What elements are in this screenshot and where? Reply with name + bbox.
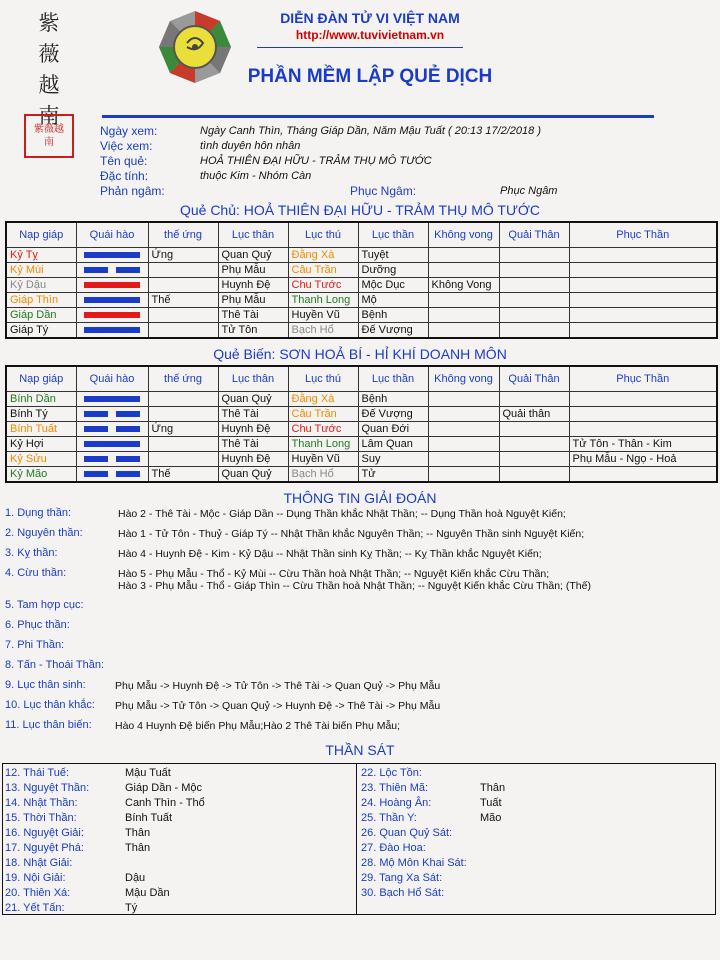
yang-line-icon [84, 312, 140, 318]
than-sat-label: 14. Nhật Thần: [5, 797, 78, 809]
than-sat-label: 25. Thần Y: [361, 812, 417, 824]
changed-hexagram-title: Quẻ Biến: SƠN HOẢ BÍ - HỈ KHÍ DOANH MÔN [213, 346, 507, 362]
than-sat-value: Tý [125, 902, 138, 914]
than-sat-value: Thân [125, 842, 151, 854]
hexagram-line-cell [76, 467, 148, 483]
col-header: Quái hào [76, 222, 148, 248]
phuc-than-cell [569, 422, 717, 437]
khong-vong-cell [428, 293, 499, 308]
yin-line-icon [84, 411, 140, 417]
luc-than2-cell: Dưỡng [358, 263, 428, 278]
hexagram-name-value: HOẢ THIÊN ĐẠI HỮU - TRẢM THỤ MÔ TƯỚC [200, 155, 432, 167]
luc-thu-cell: Đằng Xà [288, 392, 358, 407]
luc-thu-cell: Bạch Hổ [288, 467, 358, 483]
yang-line-icon [84, 327, 140, 333]
luc-than2-cell: Suy [358, 452, 428, 467]
primary-hexagram-table [5, 221, 718, 339]
phuc-than-cell [569, 248, 717, 263]
table-header-row [6, 366, 717, 392]
luc-than-cell: Phụ Mẫu [218, 263, 288, 278]
col-header: Quải Thân [499, 366, 569, 392]
col-header: Không vong [428, 222, 499, 248]
analysis-label: 2. Nguyên thần: [5, 527, 83, 539]
col-header: thế ứng [148, 222, 218, 248]
analysis-label: 4. Cừu thần: [5, 567, 67, 579]
property-label: Đặc tính: [100, 169, 149, 183]
than-sat-value: Giáp Dần - Mộc [125, 782, 203, 794]
than-sat-value: Dậu [125, 872, 146, 884]
luc-than-cell: Thê Tài [218, 407, 288, 422]
col-header: Lục thân [218, 366, 288, 392]
hexagram-line-cell [76, 248, 148, 263]
khong-vong-cell [428, 407, 499, 422]
analysis-value: Phụ Mẫu -> Tử Tôn -> Quan Quỷ -> Huynh Đệ -> Thê Tài -> Phụ Mẫu [115, 700, 441, 712]
luc-thu-cell: Chu Tước [288, 278, 358, 293]
changed-hexagram-table [5, 365, 718, 483]
the-ung-cell: Ứng [148, 422, 218, 437]
the-ung-cell [148, 437, 218, 452]
primary-hexagram-title: Quẻ Chủ: HOẢ THIÊN ĐẠI HỮU - TRẢM THỤ MÔ TƯỚC [179, 202, 541, 218]
table-row [6, 422, 717, 437]
forum-title: DIỄN ĐÀN TỬ VI VIỆT NAM [280, 10, 460, 26]
luc-than-cell: Quan Quỷ [218, 467, 288, 483]
yang-line-icon [84, 252, 140, 258]
phuc-than-cell [569, 263, 717, 278]
than-sat-label: 20. Thiên Xá: [5, 887, 71, 899]
than-sat-label: 19. Nội Giải: [5, 872, 66, 884]
hexagram-line-cell [76, 308, 148, 323]
quai-than-cell [499, 323, 569, 339]
yin-line-icon [84, 456, 140, 462]
the-ung-cell [148, 308, 218, 323]
col-header: Lục thần [358, 222, 428, 248]
luc-than2-cell: Mộc Dục [358, 278, 428, 293]
yin-line-icon [84, 471, 140, 477]
phuc-than-cell: Phụ Mẫu - Ngọ - Hoả [569, 452, 717, 467]
nap-giap-cell: Giáp Tý [6, 323, 76, 339]
luc-than-cell: Thê Tài [218, 308, 288, 323]
nap-giap-cell: Kỷ Sửu [6, 452, 76, 467]
quai-than-cell [499, 263, 569, 278]
analysis-value: Hào 2 - Thê Tài - Mộc - Giáp Dần -- Dụng Thần khắc Nhật Thần; -- Dụng Thần hoà Nguyệt Kiến; [118, 508, 566, 520]
the-ung-cell [148, 278, 218, 293]
col-header: Lục thân [218, 222, 288, 248]
quai-than-cell [499, 437, 569, 452]
phuc-than-cell [569, 392, 717, 407]
than-sat-label: 17. Nguyệt Phá: [5, 842, 84, 854]
the-ung-cell [148, 407, 218, 422]
luc-than-cell: Huynh Đệ [218, 452, 288, 467]
analysis-label: 1. Dụng thần: [5, 507, 72, 519]
col-header: Phục Thần [569, 222, 717, 248]
analysis-label: 10. Lục thân khắc: [5, 699, 95, 711]
table-row [6, 437, 717, 452]
phan-ngam-label: Phản ngâm: [100, 184, 165, 198]
than-sat-label: 15. Thời Thần: [5, 812, 77, 824]
the-ung-cell: Ứng [148, 248, 218, 263]
table-row [6, 452, 717, 467]
hexagram-line-cell [76, 422, 148, 437]
luc-than2-cell: Bệnh [358, 308, 428, 323]
quai-than-cell [499, 452, 569, 467]
analysis-value: Hào 3 - Phụ Mẫu - Thổ - Giáp Thìn -- Cừu Thần hoà Nhật Thần; -- Nguyệt Kiến khắc Cừu Thần; (Thế) [118, 580, 591, 592]
than-sat-value: Mão [480, 812, 502, 824]
col-header: thế ứng [148, 366, 218, 392]
luc-than2-cell: Tuyệt [358, 248, 428, 263]
than-sat-label: 22. Lộc Tồn: [361, 767, 422, 779]
bagua-logo-icon [157, 9, 233, 85]
app-title: PHẦN MỀM LẬP QUẺ DỊCH [247, 66, 493, 87]
date-value: Ngày Canh Thìn, Tháng Giáp Dần, Năm Mậu Tuất ( 20:13 17/2/2018 ) [200, 125, 541, 137]
analysis-value: Hào 4 - Huynh Đệ - Kim - Kỷ Dậu -- Nhật Thần sinh Kỵ Thần; -- Kỵ Thần khắc Nguyệt Kiến; [118, 548, 542, 560]
col-header: Nạp giáp [6, 222, 76, 248]
luc-thu-cell: Câu Trần [288, 407, 358, 422]
the-ung-cell [148, 323, 218, 339]
khong-vong-cell [428, 437, 499, 452]
col-header: Không vong [428, 366, 499, 392]
phuc-than-cell [569, 467, 717, 483]
analysis-value: Hào 4 Huynh Đệ biến Phụ Mẫu;Hào 2 Thê Tài biến Phụ Mẫu; [115, 720, 401, 732]
quai-than-cell [499, 278, 569, 293]
analysis-title: THÔNG TIN GIẢI ĐOÁN [283, 490, 437, 506]
luc-than-cell: Huynh Đệ [218, 278, 288, 293]
the-ung-cell: Thế [148, 467, 218, 483]
col-header: Quải Thân [499, 222, 569, 248]
hexagram-line-cell [76, 392, 148, 407]
table-row [6, 248, 717, 263]
table-row [6, 323, 717, 339]
than-sat-label: 28. Mộ Môn Khai Sát: [361, 857, 467, 869]
topic-label: Việc xem: [100, 139, 153, 153]
nap-giap-cell: Bính Tý [6, 407, 76, 422]
analysis-label: 11. Lục thân biến: [5, 719, 92, 731]
phuc-than-cell [569, 293, 717, 308]
than-sat-value: Thân [125, 827, 151, 839]
analysis-label: 7. Phi Thần: [5, 639, 65, 651]
property-value: thuộc Kim - Nhóm Càn [200, 170, 312, 182]
hexagram-line-cell [76, 452, 148, 467]
table-row [6, 392, 717, 407]
luc-thu-cell: Huyền Vũ [288, 308, 358, 323]
luc-than2-cell: Quan Đới [358, 422, 428, 437]
than-sat-label: 26. Quan Quỷ Sát: [361, 827, 453, 839]
the-ung-cell [148, 452, 218, 467]
luc-than-cell: Quan Quỷ [218, 392, 288, 407]
hexagram-line-cell [76, 278, 148, 293]
nap-giap-cell: Kỷ Tỵ [6, 248, 76, 263]
luc-than-cell: Quan Quỷ [218, 248, 288, 263]
forum-url-link[interactable]: http://www.tuvivietnam.vn [295, 28, 445, 42]
calligraphy-char: 紫 [38, 11, 60, 35]
table-row [6, 278, 717, 293]
yang-line-icon [84, 441, 140, 447]
khong-vong-cell [428, 452, 499, 467]
analysis-value: Hào 1 - Tử Tôn - Thuỷ - Giáp Tý -- Nhật Thần khắc Nguyên Thần; -- Nguyên Thần sinh Nguyệt Kiến; [118, 528, 585, 540]
khong-vong-cell: Không Vong [428, 278, 499, 293]
yin-line-icon [84, 267, 140, 273]
col-header: Lục thú [288, 366, 358, 392]
khong-vong-cell [428, 323, 499, 339]
than-sat-label: 29. Tang Xa Sát: [361, 872, 443, 884]
calligraphy-char: 越 [38, 73, 60, 97]
quai-than-cell: Quải thân [499, 407, 569, 422]
table-row [6, 308, 717, 323]
table-header-row [6, 222, 717, 248]
than-sat-box [2, 763, 716, 915]
hexagram-name-label: Tên quẻ: [100, 154, 148, 168]
table-row [6, 293, 717, 308]
than-sat-label: 30. Bạch Hổ Sát: [361, 887, 445, 899]
yin-line-icon [84, 426, 140, 432]
than-sat-value: Thân [480, 782, 506, 794]
analysis-label: 6. Phục thần: [5, 619, 70, 631]
than-sat-label: 12. Thái Tuế: [5, 767, 70, 779]
calligraphy-char: 薇 [38, 42, 60, 66]
khong-vong-cell [428, 248, 499, 263]
than-sat-value: Mậu Dần [125, 887, 170, 899]
than-sat-title: THẦN SÁT [325, 742, 395, 758]
phuc-than-cell: Tử Tôn - Thân - Kim [569, 437, 717, 452]
luc-than-cell: Thê Tài [218, 437, 288, 452]
nap-giap-cell: Giáp Thìn [6, 293, 76, 308]
the-ung-cell: Thế [148, 293, 218, 308]
yang-line-icon [84, 297, 140, 303]
nap-giap-cell: Kỷ Mùi [6, 263, 76, 278]
than-sat-label: 23. Thiên Mã: [361, 782, 429, 794]
than-sat-value: Tuất [480, 797, 502, 809]
phuc-than-cell [569, 308, 717, 323]
hexagram-line-cell [76, 437, 148, 452]
khong-vong-cell [428, 392, 499, 407]
nap-giap-cell: Bính Dần [6, 392, 76, 407]
nap-giap-cell: Giáp Dần [6, 308, 76, 323]
than-sat-value: Bính Tuất [125, 812, 173, 824]
table-row [6, 467, 717, 483]
luc-than2-cell: Bệnh [358, 392, 428, 407]
analysis-value: Hào 5 - Phụ Mẫu - Thổ - Kỷ Mùi -- Cừu Thần hoà Nhật Thần; -- Nguyệt Kiến khắc Cừu Thần; [118, 568, 550, 580]
analysis-label: 3. Kỵ thần: [5, 547, 58, 559]
analysis-label: 9. Lục thân sinh: [5, 679, 86, 691]
table-row [6, 263, 717, 278]
than-sat-label: 16. Nguyệt Giải: [5, 827, 84, 839]
luc-thu-cell: Thanh Long [288, 437, 358, 452]
than-sat-label: 13. Nguyệt Thần: [5, 782, 90, 794]
luc-than-cell: Tử Tôn [218, 323, 288, 339]
table-row [6, 407, 717, 422]
quai-than-cell [499, 467, 569, 483]
header-divider [257, 47, 463, 48]
luc-thu-cell: Thanh Long [288, 293, 358, 308]
khong-vong-cell [428, 467, 499, 483]
col-header: Quái hào [76, 366, 148, 392]
yang-line-icon [84, 282, 140, 288]
than-sat-label: 24. Hoàng Ân: [361, 797, 432, 809]
quai-than-cell [499, 293, 569, 308]
date-label: Ngày xem: [100, 124, 158, 138]
quai-than-cell [499, 392, 569, 407]
luc-thu-cell: Câu Trần [288, 263, 358, 278]
luc-thu-cell: Huyền Vũ [288, 452, 358, 467]
luc-than2-cell: Đế Vượng [358, 407, 428, 422]
topic-value: tình duyên hôn nhân [200, 140, 301, 152]
the-ung-cell [148, 392, 218, 407]
hexagram-line-cell [76, 323, 148, 339]
khong-vong-cell [428, 422, 499, 437]
red-seal-stamp [24, 114, 74, 158]
nap-giap-cell: Kỷ Hợi [6, 437, 76, 452]
than-sat-label: 21. Yết Tấn: [5, 902, 65, 914]
phuc-ngam-value: Phục Ngâm [500, 185, 558, 197]
hexagram-line-cell [76, 293, 148, 308]
calligraphy-char: 南 [38, 104, 60, 128]
phuc-than-cell [569, 323, 717, 339]
col-header: Lục thần [358, 366, 428, 392]
hexagram-line-cell [76, 407, 148, 422]
quai-than-cell [499, 308, 569, 323]
col-header: Nạp giáp [6, 366, 76, 392]
luc-than2-cell: Đế Vượng [358, 323, 428, 339]
phuc-ngam-label: Phục Ngâm: [350, 184, 417, 198]
luc-thu-cell: Đằng Xà [288, 248, 358, 263]
phuc-than-cell [569, 278, 717, 293]
quai-than-cell [499, 422, 569, 437]
col-header: Lục thú [288, 222, 358, 248]
than-sat-divider [356, 763, 357, 915]
phuc-than-cell [569, 407, 717, 422]
luc-thu-cell: Chu Tước [288, 422, 358, 437]
nap-giap-cell: Kỷ Dậu [6, 278, 76, 293]
the-ung-cell [148, 263, 218, 278]
col-header: Phục Thần [569, 366, 717, 392]
quai-than-cell [499, 248, 569, 263]
title-underline [102, 115, 654, 118]
analysis-value: Phụ Mẫu -> Huynh Đệ -> Tử Tôn -> Thê Tài -> Quan Quỷ -> Phụ Mẫu [115, 680, 441, 692]
hexagram-line-cell [76, 263, 148, 278]
yang-line-icon [84, 396, 140, 402]
than-sat-label: 27. Đào Hoa: [361, 842, 426, 854]
analysis-label: 8. Tấn - Thoái Thần: [5, 659, 105, 671]
luc-than2-cell: Lâm Quan [358, 437, 428, 452]
khong-vong-cell [428, 308, 499, 323]
luc-than2-cell: Mộ [358, 293, 428, 308]
seal-text: 紫薇越南 [34, 124, 64, 148]
than-sat-label: 18. Nhật Giải: [5, 857, 73, 869]
luc-than2-cell: Tử [358, 467, 428, 483]
than-sat-value: Canh Thìn - Thổ [125, 797, 205, 809]
nap-giap-cell: Kỷ Mão [6, 467, 76, 483]
than-sat-value: Mậu Tuất [125, 767, 171, 779]
luc-than-cell: Phụ Mẫu [218, 293, 288, 308]
luc-thu-cell: Bạch Hổ [288, 323, 358, 339]
analysis-label: 5. Tam hợp cục: [5, 599, 84, 611]
nap-giap-cell: Bính Tuất [6, 422, 76, 437]
luc-than-cell: Huynh Đệ [218, 422, 288, 437]
khong-vong-cell [428, 263, 499, 278]
